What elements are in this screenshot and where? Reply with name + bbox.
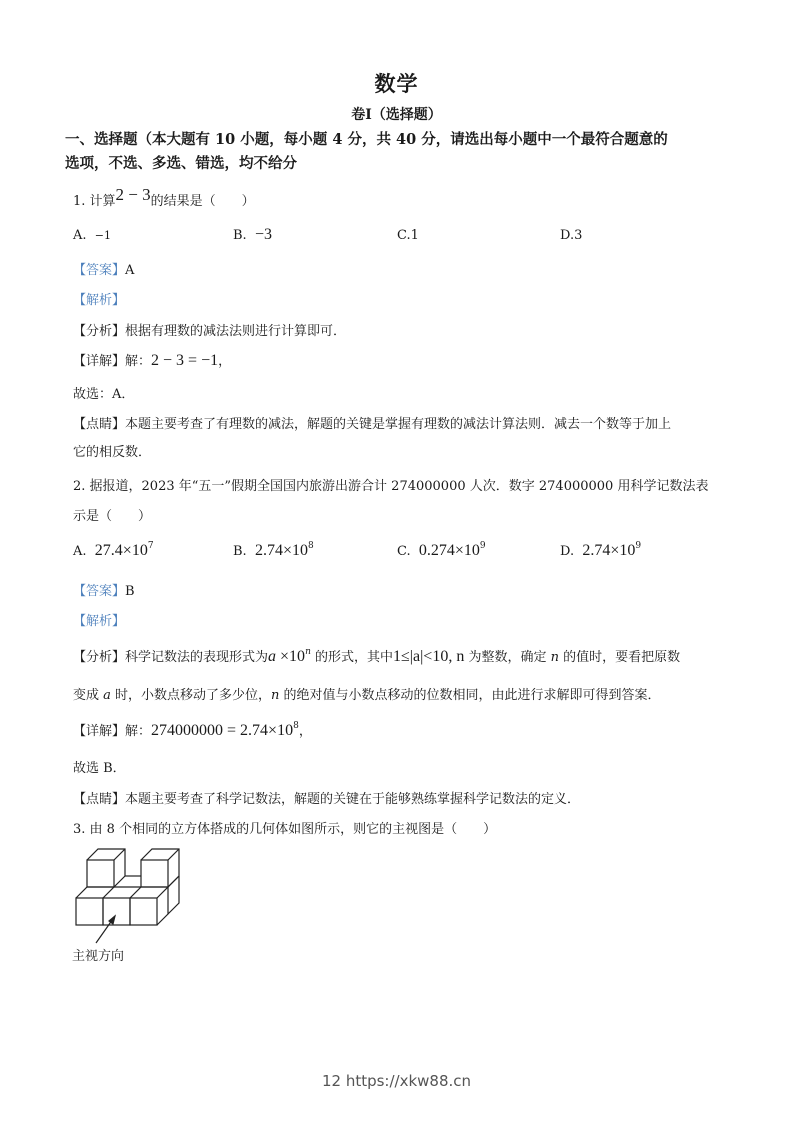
q1-option-d: D.3 (560, 228, 583, 243)
q1-comment-line1: 【点睛】本题主要考查了有理数的减法，解题的关键是掌握有理数的减法计算法则．减去一个数等于加上 (73, 417, 672, 432)
q1-answer (73, 259, 134, 278)
q2-fenxi-line2: 变成 a 时，小数点移动了多少位，n 的绝对值与小数点移动的位数相同，由此进行求解即可得到答案． (73, 688, 661, 703)
question-1-suffix: 的结果是（ ） (150, 194, 255, 209)
q2-fenxi-line1: 【分析】科学记数法的表现形式为$a \times 10^n$ 的形式，其中1≤|a|<10, n 为整数，确定 n 的值时，要看把原数 (73, 647, 681, 665)
q2-option-d: D. $2.74\times 10^9$ (560, 541, 642, 559)
cube-figure (72, 843, 212, 968)
q2-analysis-label: 【解析】 (73, 614, 126, 629)
q1-analysis-label: 【解析】 (73, 293, 126, 308)
section-heading-line1: 一、选择题（本大题有 10 小题，每小题 4 分，共 40 分，请选出每小题中一个最符合题意的 (65, 131, 668, 148)
question-2-line2: 示是（ ） (73, 509, 152, 524)
q2-option-a: A. $27.4\times 10^7$ (73, 541, 154, 559)
q2-choose: 故选 B． (73, 761, 126, 776)
q1-option-b: B. −3 (233, 226, 272, 243)
svg-text:主视方向: 主视方向 (72, 949, 125, 964)
question-3: 3. 由 8 个相同的立方体搭成的几何体如图所示，则它的主视图是（ ） (73, 822, 497, 837)
question-1-prefix: 1. 计算 (73, 194, 116, 209)
answer-value: A (125, 263, 135, 278)
q1-comment-line2: 它的相反数． (73, 445, 152, 460)
q1-option-a: A. −1 (73, 228, 112, 243)
section-heading-line2: 选项，不选、多选、错选，均不给分 (65, 155, 297, 172)
page-footer: 12 https://xkw88.cn (321, 1072, 472, 1090)
question-1-expression: 2 − 3 (115, 185, 151, 204)
answer-label: 【答案】 (73, 263, 126, 278)
q2-option-c: C. $0.274\times 10^9$ (397, 541, 486, 559)
document-title: 数学 (374, 71, 419, 96)
q1-detail: 【详解】解：2 − 3 = −1， (73, 352, 232, 369)
q1-fenxi: 【分析】根据有理数的减法法则进行计算即可． (73, 324, 347, 339)
question-1 (73, 185, 255, 210)
q2-answer: 【答案】B (73, 584, 135, 599)
cubes-diagram (72, 843, 212, 968)
q2-detail: 【详解】解：$274000000 = 2.74\times 10^8$， (73, 721, 312, 739)
question-2-line1: 2. 据报道，2023 年“五一”假期全国国内旅游出游合计 274000000 人次．数字 274000000 用科学记数法表 (73, 479, 709, 494)
document-subtitle: 卷Ⅰ（选择题） (351, 107, 442, 123)
q2-comment: 【点睛】本题主要考查了科学记数法，解题的关键在于能够熟练掌握科学记数法的定义． (73, 792, 581, 807)
q1-option-c: C.1 (397, 228, 419, 243)
q1-choose: 故选：A． (73, 387, 135, 402)
q2-option-b: B. $2.74\times 10^8$ (233, 541, 314, 559)
